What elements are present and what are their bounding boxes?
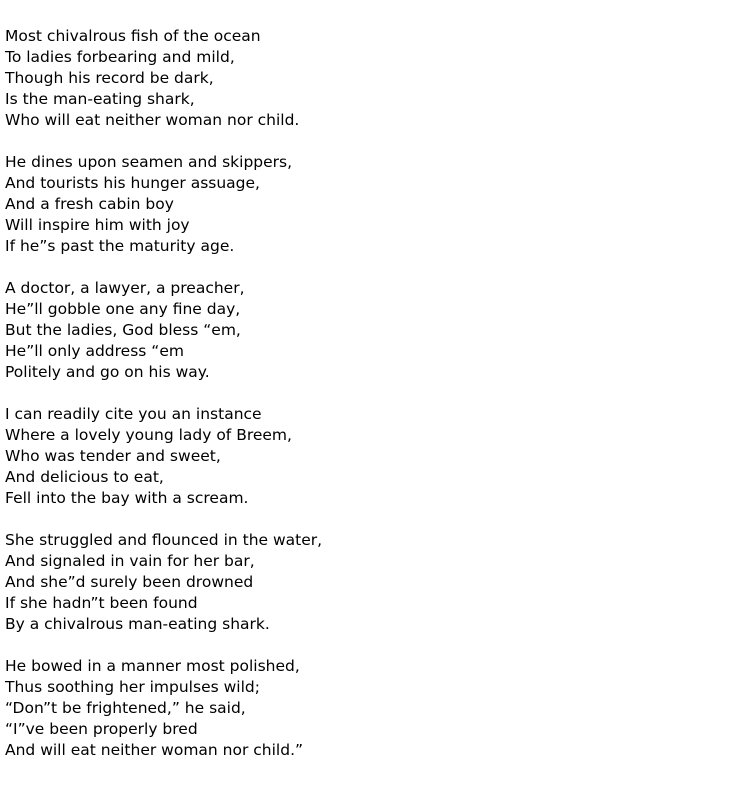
poem-line: “Don”t be frightened,” he said, — [5, 699, 246, 717]
poem-line: Though his record be dark, — [5, 69, 214, 87]
stanza-6 — [5, 656, 322, 761]
poem-line: He”ll only address “em — [5, 342, 184, 360]
poem-line: Will inspire him with joy — [5, 216, 190, 234]
stanza-1 — [5, 26, 322, 131]
poem-line: If he”s past the maturity age. — [5, 237, 235, 255]
stanza-4 — [5, 404, 322, 509]
poem-line: He dines upon seamen and skippers, — [5, 153, 293, 171]
poem-line: Where a lovely young lady of Breem, — [5, 426, 292, 444]
poem-line: And tourists his hunger assuage, — [5, 174, 260, 192]
poem-line: He”ll gobble one any fine day, — [5, 300, 241, 318]
poem-line: Fell into the bay with a scream. — [5, 489, 249, 507]
poem-line: If she hadn”t been found — [5, 594, 198, 612]
poem-line: To ladies forbearing and mild, — [5, 48, 235, 66]
poem-line: She struggled and flounced in the water, — [5, 531, 323, 549]
stanza-2 — [5, 152, 322, 257]
poem-line: Is the man-eating shark, — [5, 90, 195, 108]
poem-line: Who will eat neither woman nor child. — [5, 111, 300, 129]
poem-line: And she”d surely been drowned — [5, 573, 254, 591]
stanza-5 — [5, 530, 322, 635]
poem-line: “I”ve been properly bred — [5, 720, 198, 738]
poem-line: And signaled in vain for her bar, — [5, 552, 255, 570]
poem-line: But the ladies, God bless “em, — [5, 321, 241, 339]
poem-body — [5, 26, 322, 782]
poem-line: And will eat neither woman nor child.” — [5, 741, 304, 759]
poem-line: A doctor, a lawyer, a preacher, — [5, 279, 245, 297]
poem-line: Most chivalrous fish of the ocean — [5, 27, 261, 45]
poem-line: And delicious to eat, — [5, 468, 164, 486]
stanza-3 — [5, 278, 322, 383]
poem-line: By a chivalrous man-eating shark. — [5, 615, 270, 633]
poem-line: He bowed in a manner most polished, — [5, 657, 300, 675]
poem-line: And a fresh cabin boy — [5, 195, 174, 213]
poem-line: I can readily cite you an instance — [5, 405, 262, 423]
poem-line: Politely and go on his way. — [5, 363, 210, 381]
poem-line: Who was tender and sweet, — [5, 447, 221, 465]
poem-line: Thus soothing her impulses wild; — [5, 678, 260, 696]
